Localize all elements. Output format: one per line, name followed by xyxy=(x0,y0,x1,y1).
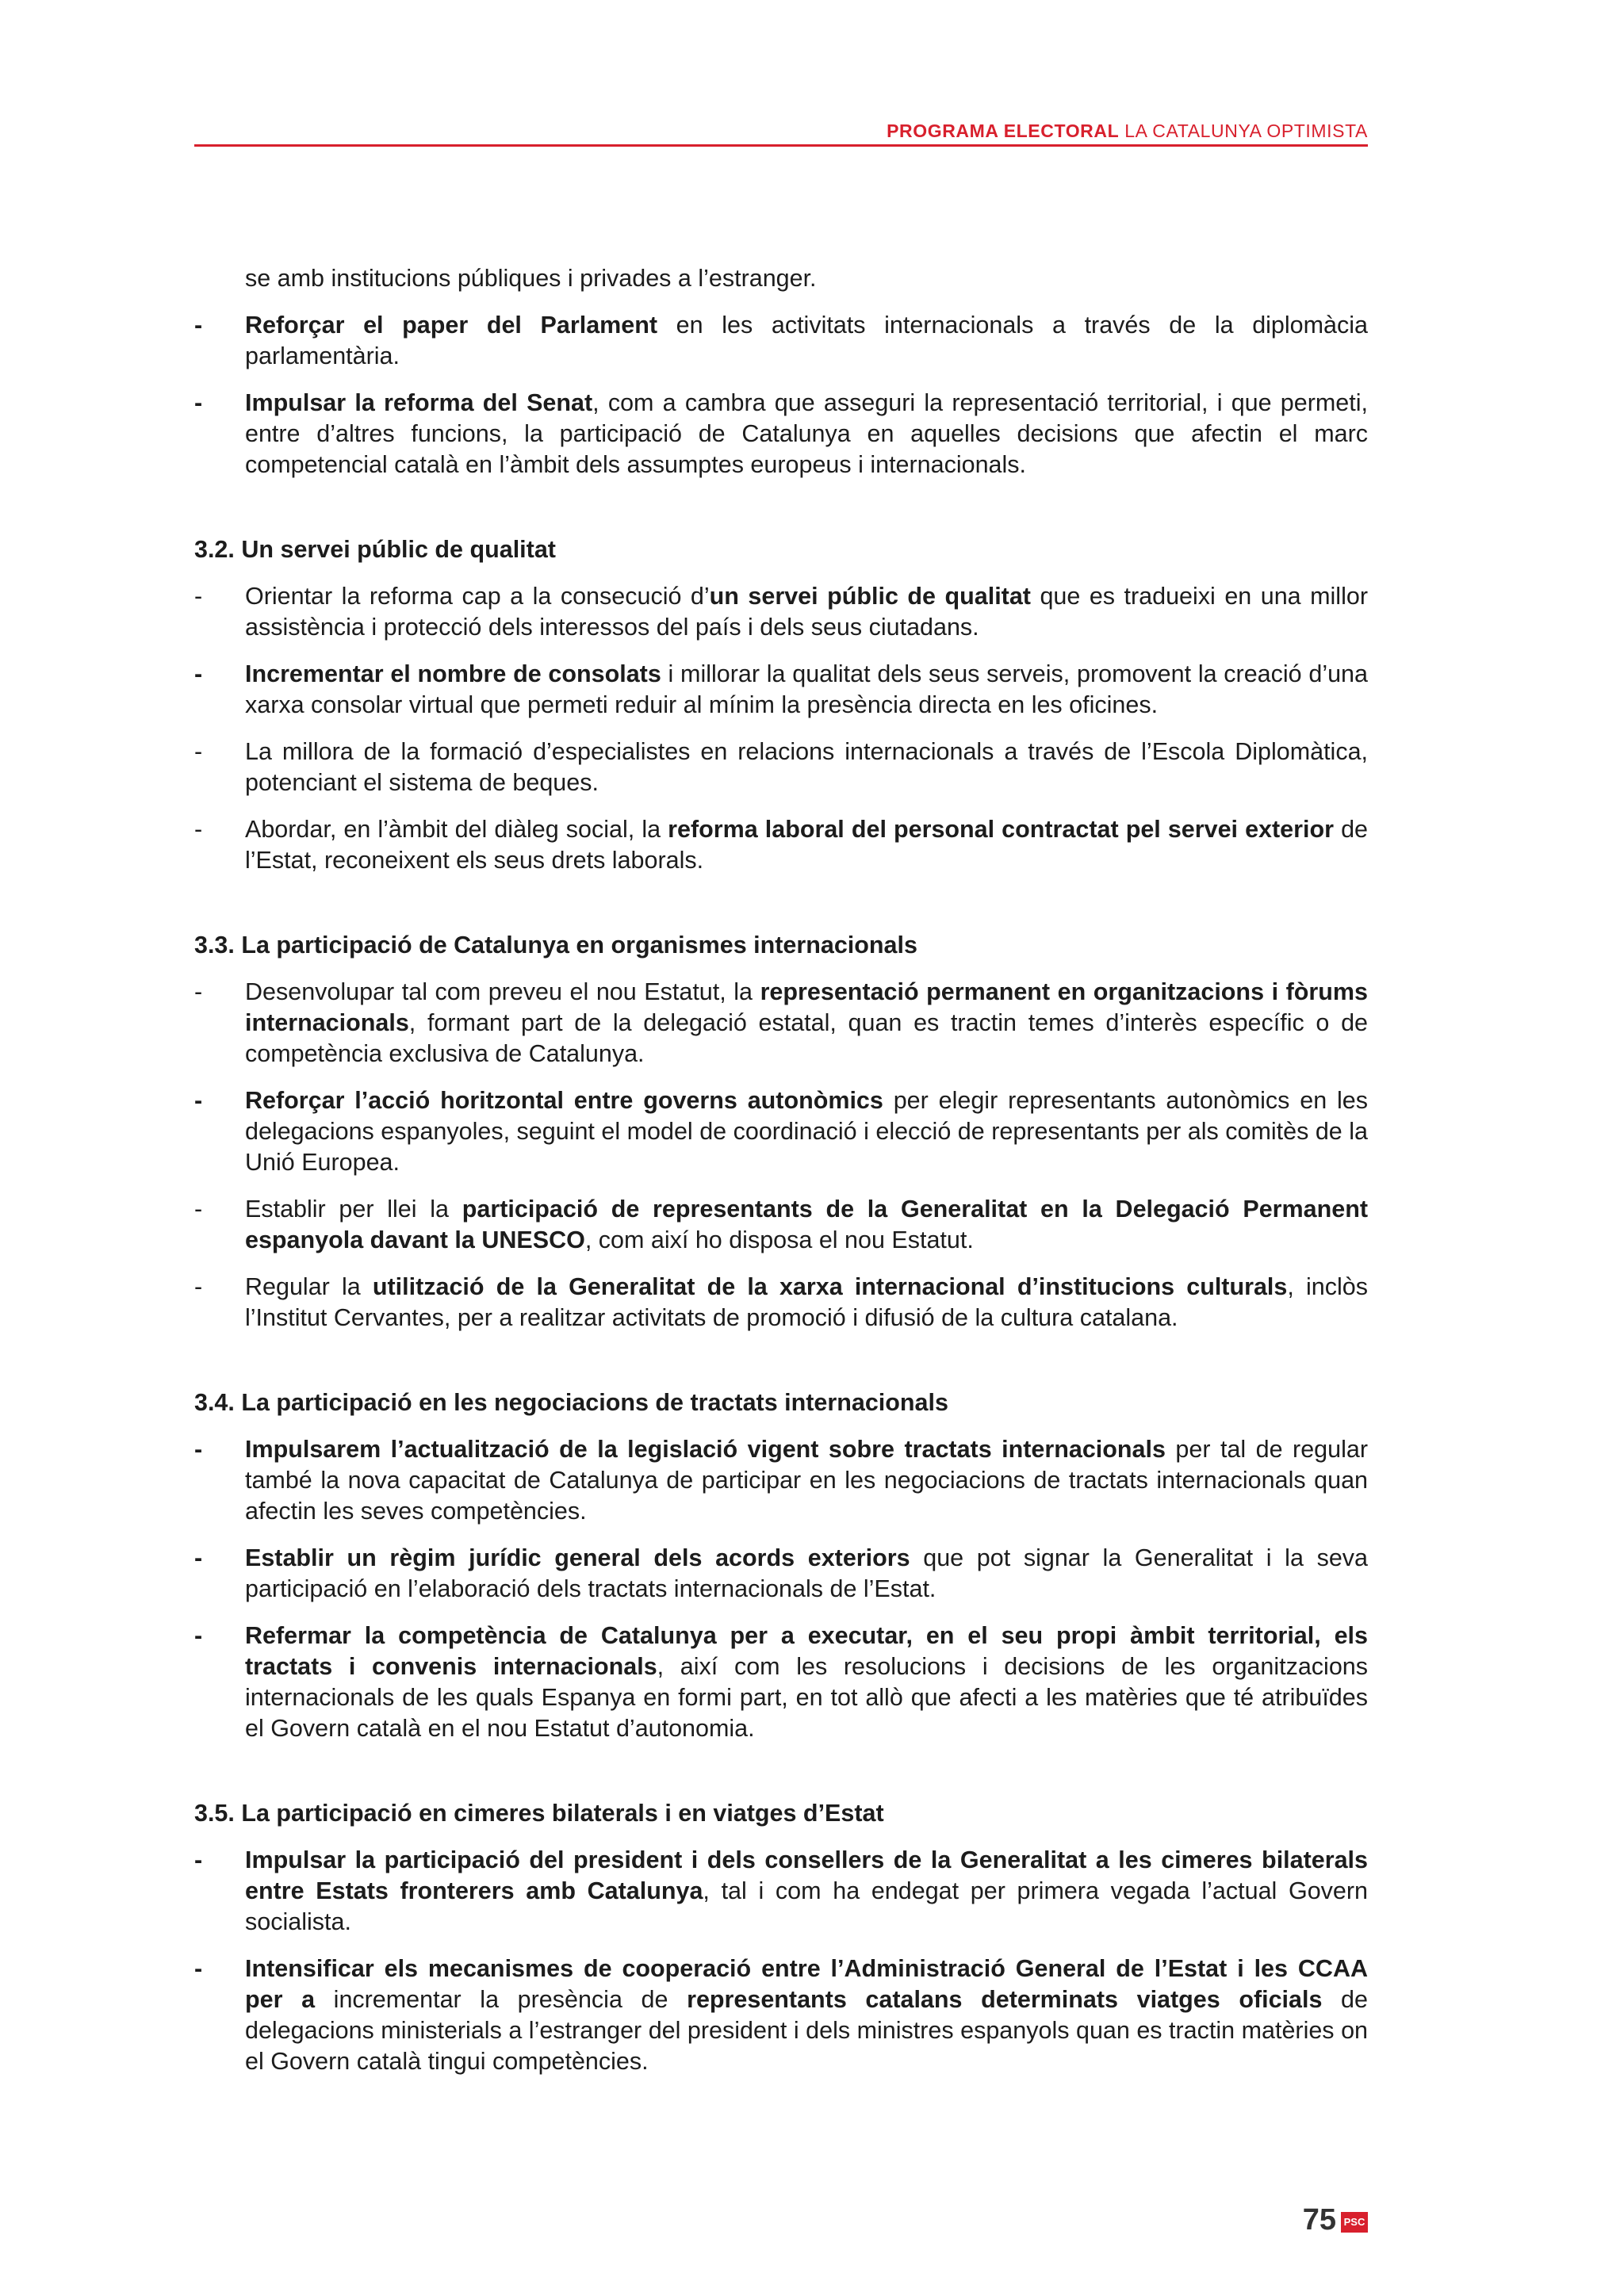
section-heading-3-2: 3.2. Un servei públic de qualitat xyxy=(194,536,556,563)
item-bold-text: reforma laboral del personal contractat pel servei exterior xyxy=(668,816,1334,843)
item-bold-text: Establir un règim jurídic general dels acords exteriors xyxy=(245,1544,910,1571)
list-item xyxy=(194,581,1368,643)
running-header xyxy=(194,119,1368,143)
item-bold-text: Impulsar la reforma del Senat xyxy=(245,389,593,416)
item-text: Orientar la reforma cap a la consecució d’ xyxy=(245,583,710,610)
item-text: que pot signar la Generalitat i la seva participació en l’elaboració dels tractats internacionals de l’Estat. xyxy=(245,1544,1368,1602)
item-bold-text: Reforçar el paper del Parlament xyxy=(245,312,658,339)
list-item xyxy=(194,977,1368,1070)
item-bold-text: Refermar la competència de Catalunya per a executar, en el seu propi àmbit territorial, els tractats i convenis internacionals xyxy=(245,1622,1368,1680)
item-text: , com a cambra que asseguri la representació territorial, i que permeti, entre d’altres funcions, la participació de Catalunya en aquelles decisions que afectin el marc competencial català en l’àmbit dels assumptes europeus i internacionals. xyxy=(245,389,1368,478)
item-bold-text: Impulsarem l’actualització de la legislació vigent sobre tractats internacionals xyxy=(245,1436,1166,1463)
item-text: en les activitats internacionals a través de la diplomàcia parlamentària. xyxy=(245,312,1368,369)
item-text: , formant part de la delegació estatal, quan es tractin temes d’interès específic o de competència exclusiva de Catalunya. xyxy=(245,1009,1368,1067)
list-item xyxy=(194,1434,1368,1527)
item-text: La millora de la formació d’especialistes en relacions internacionals a través de l’Escola Diplomàtica, potenciant el sistema de beques. xyxy=(245,738,1368,796)
item-text: , tal i com ha endegat per primera vegada l’actual Govern socialista. xyxy=(245,1877,1369,1935)
page-content xyxy=(194,263,1368,2077)
item-text: , inclòs l’Institut Cervantes, per a realitzar activitats de promoció i difusió de la cultura catalana. xyxy=(245,1273,1368,1331)
item-bold-text: representació permanent en organitzacions i fòrums internacionals xyxy=(245,978,1368,1036)
list-item xyxy=(194,1954,1368,2077)
section-heading-3-3: 3.3. La participació de Catalunya en organismes internacionals xyxy=(194,932,917,959)
bullet-dash: - xyxy=(194,1273,203,1300)
item-text: , com així ho disposa el nou Estatut. xyxy=(584,1226,974,1253)
item-text: Desenvolupar tal com preveu el nou Estatut, la xyxy=(245,978,760,1005)
bullet-dash: - xyxy=(194,1955,203,1982)
item-text: incrementar la presència de xyxy=(315,1986,688,2013)
list-item xyxy=(194,659,1368,721)
list-item xyxy=(194,1194,1368,1256)
list-item xyxy=(194,388,1368,480)
psc-logo: PSC xyxy=(1341,2212,1368,2233)
bullet-dash: - xyxy=(194,738,203,765)
bullet-dash: - xyxy=(194,1196,203,1223)
page-footer xyxy=(1285,2202,1368,2237)
item-bold-text: un servei públic de qualitat xyxy=(709,583,1031,610)
header-title-bold: PROGRAMA ELECTORAL xyxy=(887,121,1120,141)
list-item xyxy=(194,1621,1368,1744)
section-heading-3-4: 3.4. La participació en les negociacions de tractats internacionals xyxy=(194,1389,948,1416)
item-text: per elegir representants autonòmics en les delegacions espanyoles, seguint el model de coordinació i elecció de representants per als comitès de la Unió Europea. xyxy=(245,1087,1369,1176)
item-text: Establir per llei la xyxy=(245,1196,462,1223)
header-divider xyxy=(194,144,1368,147)
bullet-dash: - xyxy=(194,1436,203,1463)
bullet-dash: - xyxy=(194,978,203,1005)
bullet-dash: - xyxy=(194,816,203,843)
item-bold-text: utilització de la Generalitat de la xarxa internacional d’institucions culturals xyxy=(372,1273,1288,1300)
section-heading-3-5: 3.5. La participació en cimeres bilaterals i en viatges d’Estat xyxy=(194,1800,884,1827)
bullet-dash: - xyxy=(194,312,203,339)
item-text: Regular la xyxy=(245,1273,373,1300)
item-bold-text: Impulsar la participació del president i dels consellers de la Generalitat a les cimeres bilaterals entre Estats fronterers amb Catalunya xyxy=(245,1846,1368,1904)
item-text: , així com les resolucions i decisions de les organitzacions internacionals de les quals Espanya en formi part, en tot allò que afecti a les matèries que té atribuïdes el Govern català en el nou Estatut d’autonomia. xyxy=(245,1653,1368,1742)
header-title-rest: LA CATALUNYA OPTIMISTA xyxy=(1119,121,1368,141)
list-item xyxy=(194,737,1368,798)
item-text: per tal de regular també la nova capacitat de Catalunya de participar en les negociacions de tractats internacionals quan afectin les seves competències. xyxy=(245,1436,1368,1525)
bullet-dash: - xyxy=(194,1087,203,1114)
list-item xyxy=(194,1845,1368,1938)
list-item xyxy=(194,814,1368,876)
item-text: de delegacions ministerials a l’estranger del president i dels ministres espanyols quan es tractin matèries on el Govern català tingui competències. xyxy=(245,1986,1368,2075)
list-item xyxy=(194,1085,1368,1178)
item-text: i millorar la qualitat dels seus serveis, promovent la creació d’una xarxa consolar virtual que permeti reduir al mínim la presència directa en les oficines. xyxy=(245,660,1368,718)
bullet-dash: - xyxy=(194,1544,203,1571)
list-item xyxy=(194,1543,1368,1605)
item-text: Abordar, en l’àmbit del diàleg social, la xyxy=(245,816,668,843)
item-bold-text: Incrementar el nombre de consolats xyxy=(245,660,661,687)
item-bold-text: Reforçar l’acció horitzontal entre governs autonòmics xyxy=(245,1087,883,1114)
item-bold-text: Intensificar els mecanismes de cooperació entre l’Administració General de l’Estat i les CCAA per a xyxy=(245,1955,1368,2013)
item-text: de l’Estat, reconeixent els seus drets laborals. xyxy=(245,816,1368,874)
item-bold-text: participació de representants de la Generalitat en la Delegació Permanent espanyola davant la UNESCO xyxy=(245,1196,1369,1253)
bullet-dash: - xyxy=(194,660,203,687)
item-bold-text: representants catalans determinats viatges oficials xyxy=(687,1986,1323,2013)
continuation-text: se amb institucions públiques i privades a l’estranger. xyxy=(245,265,817,292)
bullet-dash: - xyxy=(194,583,203,610)
page-number: 75 xyxy=(1302,2203,1336,2237)
bullet-dash: - xyxy=(194,389,203,416)
list-item xyxy=(194,1272,1368,1334)
item-text: que es tradueixi en una millor assistència i protecció dels interessos del país i dels seus ciutadans. xyxy=(245,583,1368,641)
bullet-dash: - xyxy=(194,1622,203,1649)
list-item xyxy=(194,310,1368,372)
bullet-dash: - xyxy=(194,1846,203,1873)
